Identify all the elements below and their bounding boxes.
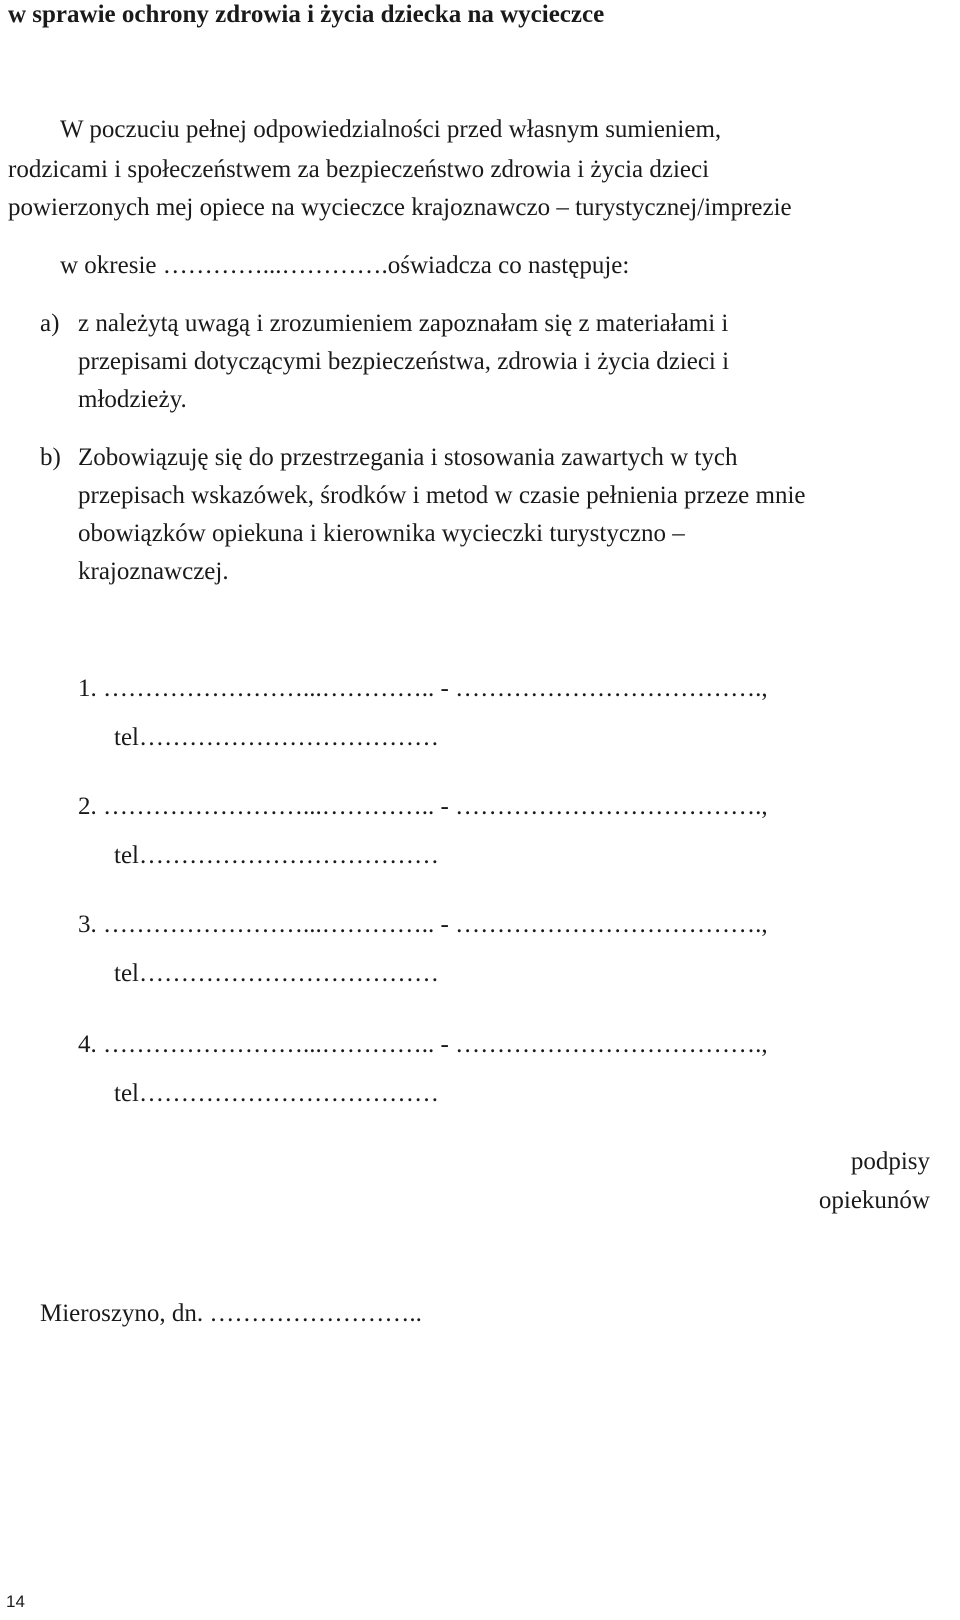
item-a-line: młodzieży. [78, 386, 187, 413]
item-b-line: obowiązków opiekuna i kierownika wycieczki turystyczno – [78, 520, 685, 547]
guardian-tel-3: tel……………………………… [114, 960, 439, 987]
document-title: w sprawie ochrony zdrowia i życia dziecka na wycieczce [8, 1, 605, 28]
item-marker-b: b) [40, 444, 61, 471]
signature-label: opiekunów [818, 1187, 930, 1214]
intro-line: w okresie …………...………….oświadcza co następuje: [60, 252, 630, 279]
intro-line: rodzicami i społeczeństwem za bezpieczeństwo zdrowia i życia dzieci [8, 156, 710, 183]
signature-label: podpisy [850, 1148, 930, 1175]
guardian-entry-4: 4. ……………………...………….. - ………………………………., [78, 1031, 768, 1058]
page-number: 14 [6, 1592, 25, 1611]
item-a-line: przepisami dotyczącymi bezpieczeństwa, zdrowia i życia dzieci i [78, 348, 730, 375]
guardian-tel-1: tel……………………………… [114, 724, 439, 751]
guardian-entry-1: 1. ……………………...………….. - ………………………………., [78, 675, 768, 702]
guardian-entry-2: 2. ……………………...………….. - ………………………………., [78, 793, 768, 820]
intro-line: powierzonych mej opiece na wycieczce krajoznawczo – turystycznej/imprezie [8, 194, 792, 221]
item-a-line: z należytą uwagą i zrozumieniem zapoznałam się z materiałami i [78, 310, 729, 337]
item-b-line: Zobowiązuję się do przestrzegania i stosowania zawartych w tych [78, 444, 738, 471]
item-marker-a: a) [40, 310, 60, 337]
item-b-line: przepisach wskazówek, środków i metod w czasie pełnienia przeze mnie [78, 482, 806, 509]
guardian-tel-4: tel……………………………… [114, 1080, 439, 1107]
intro-line: W poczuciu pełnej odpowiedzialności przed własnym sumieniem, [60, 116, 722, 143]
item-b-line: krajoznawczej. [78, 558, 229, 585]
place-date: Mieroszyno, dn. …………………….. [40, 1300, 422, 1327]
guardian-tel-2: tel……………………………… [114, 842, 439, 869]
guardian-entry-3: 3. ……………………...………….. - ………………………………., [78, 911, 768, 938]
